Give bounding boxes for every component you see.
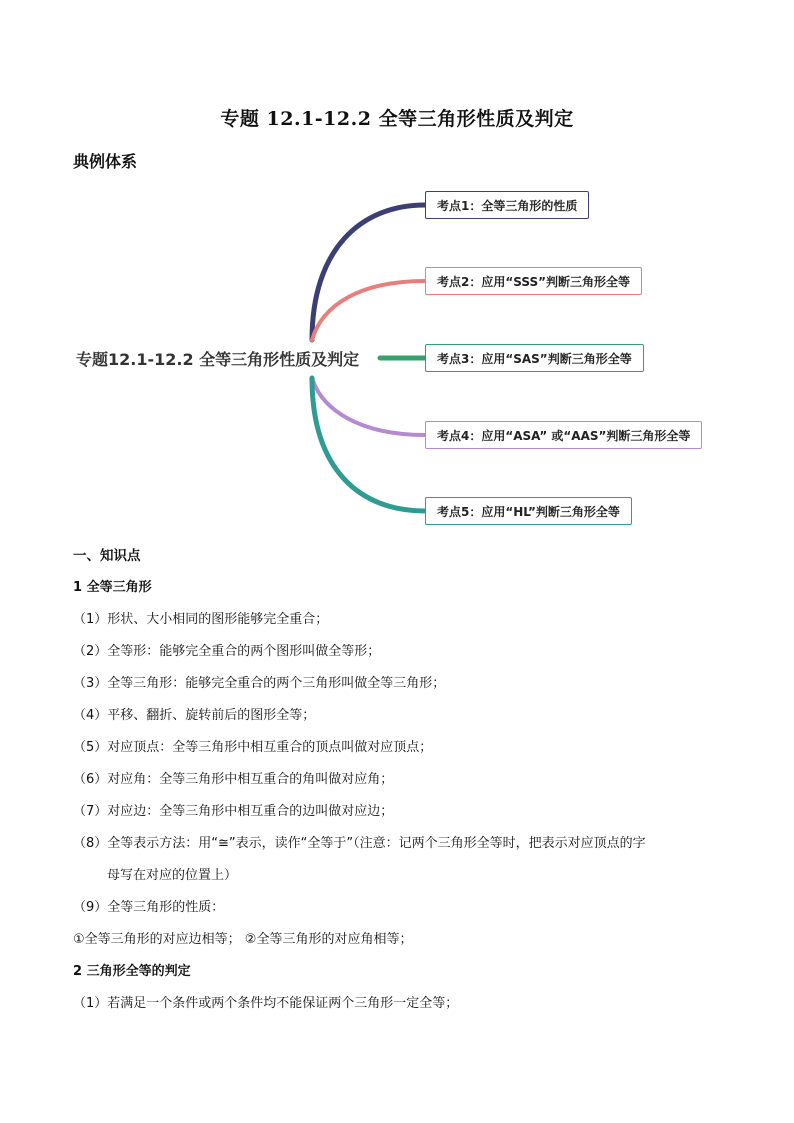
knowledge-item: ①全等三角形的对应边相等； ②全等三角形的对应角相等；	[73, 932, 413, 947]
example-system-heading: 典例体系	[73, 152, 138, 171]
subsection-title-1: 1 全等三角形	[73, 580, 152, 595]
knowledge-section-title: 一、知识点	[73, 548, 141, 564]
knowledge-content	[73, 540, 733, 1020]
mindmap-node-4: 考点4：应用“ASA” 或“AAS”判断三角形全等	[425, 421, 702, 449]
connector-1	[312, 205, 425, 340]
knowledge-item: （4）平移、翻折、旋转前后的图形全等；	[73, 708, 316, 723]
page-title: 专题 12.1-12.2 全等三角形性质及判定	[220, 108, 574, 130]
subsection-title-2: 2 三角形全等的判定	[73, 964, 191, 979]
knowledge-item: （7）对应边：全等三角形中相互重合的边叫做对应边；	[73, 804, 394, 819]
knowledge-item: （1）若满足一个条件或两个条件均不能保证两个三角形一定全等；	[73, 996, 459, 1011]
connector-4	[312, 378, 425, 435]
mindmap-node-5: 考点5：应用“HL”判断三角形全等	[425, 497, 632, 525]
mindmap-node-1: 考点1：全等三角形的性质	[425, 191, 589, 219]
connector-5	[312, 378, 425, 511]
knowledge-item: （6）对应角：全等三角形中相互重合的角叫做对应角；	[73, 772, 394, 787]
mindmap-root: 专题12.1-12.2 全等三角形性质及判定	[76, 350, 360, 369]
knowledge-item: （2）全等形：能够完全重合的两个图形叫做全等形；	[73, 644, 381, 659]
mindmap-connectors	[0, 0, 794, 540]
knowledge-item: （9）全等三角形的性质：	[73, 900, 225, 915]
mindmap-node-3: 考点3：应用“SAS”判断三角形全等	[425, 344, 644, 372]
connector-2	[312, 281, 425, 340]
knowledge-item: （8）全等表示方法：用“≅”表示，读作“全等于”（注意：记两个三角形全等时，把表示对应顶点的字	[73, 836, 646, 851]
mindmap-node-2: 考点2：应用“SSS”判断三角形全等	[425, 267, 642, 295]
knowledge-item: （1）形状、大小相同的图形能够完全重合；	[73, 612, 329, 627]
knowledge-item: （3）全等三角形：能够完全重合的两个三角形叫做全等三角形；	[73, 676, 446, 691]
knowledge-item-continuation: 母写在对应的位置上）	[107, 868, 238, 883]
knowledge-item: （5）对应顶点：全等三角形中相互重合的顶点叫做对应顶点；	[73, 740, 433, 755]
